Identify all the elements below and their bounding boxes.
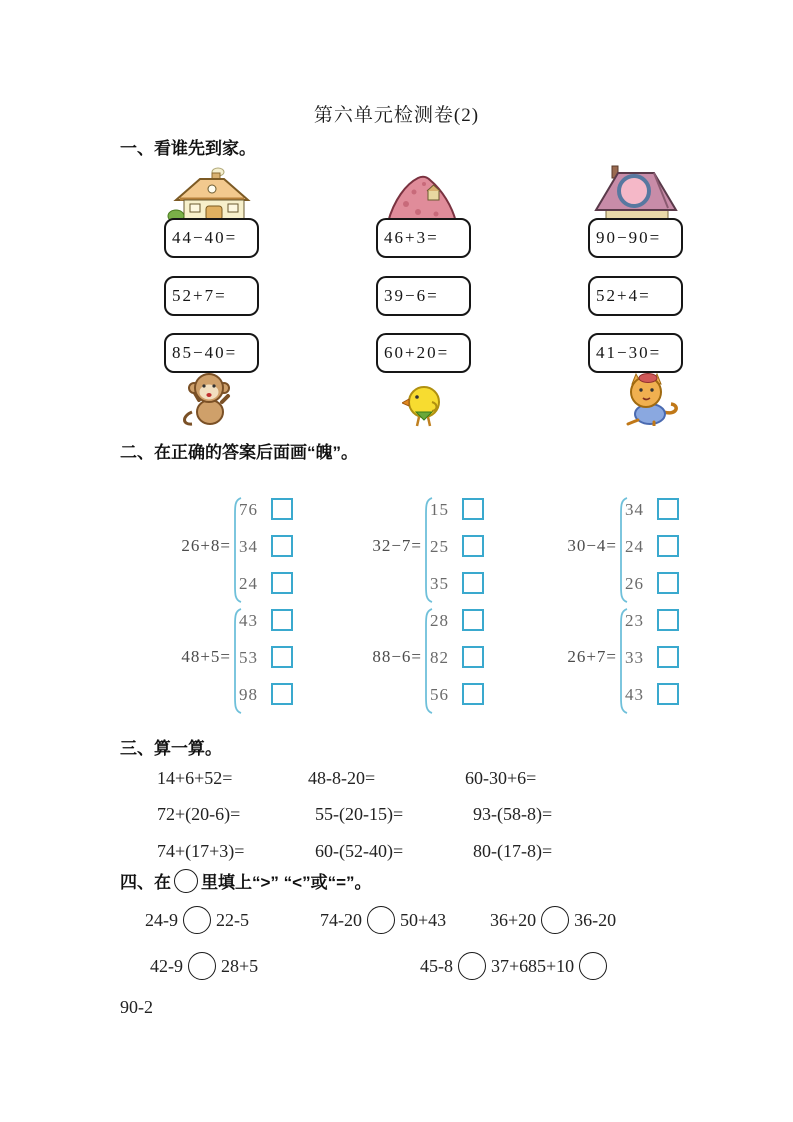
option-value: 25 — [430, 537, 449, 556]
right-expression: 28+5 — [221, 955, 259, 976]
left-expression: 24-9 — [145, 909, 178, 930]
answer-checkbox[interactable] — [271, 498, 293, 520]
option-value: 15 — [430, 500, 449, 519]
answer-checkbox[interactable] — [657, 609, 679, 631]
left-expression: 85+10 — [528, 955, 575, 976]
right-expression: 50+43 — [400, 909, 447, 930]
answer-checkbox[interactable] — [462, 535, 484, 557]
section2-heading: 二、在正确的答案后面画“魄”。 — [120, 443, 358, 462]
section4-heading — [120, 868, 372, 893]
answer-box[interactable] — [164, 333, 259, 373]
choice-group — [151, 607, 311, 715]
option-value: 82 — [430, 648, 449, 667]
answer-box[interactable] — [164, 218, 259, 258]
answer-checkbox[interactable] — [271, 609, 293, 631]
expression: 41−30= — [596, 343, 662, 362]
option-value: 76 — [239, 500, 258, 519]
option-value: 28 — [430, 611, 449, 630]
right-expression: 37+6 — [491, 955, 529, 976]
answer-box[interactable] — [164, 276, 259, 316]
expression: 26+7= — [567, 647, 617, 666]
expression: 88−6= — [372, 647, 422, 666]
option-value: 23 — [625, 611, 644, 630]
expression: 60+20= — [384, 343, 450, 362]
calc-problem: 55-(20-15)= — [315, 804, 404, 824]
left-expression: 45-8 — [420, 955, 453, 976]
compare-problem — [528, 952, 612, 980]
cat-icon — [614, 372, 680, 426]
round-window-house-icon — [592, 164, 680, 222]
answer-checkbox[interactable] — [657, 535, 679, 557]
pink-mound-house-icon — [384, 174, 460, 222]
right-expression: 36-20 — [574, 909, 617, 930]
expression: 26+8= — [181, 536, 231, 555]
answer-checkbox[interactable] — [657, 646, 679, 668]
calc-problem: 80-(17-8)= — [473, 841, 553, 861]
option-value: 24 — [239, 574, 258, 593]
calc-problem: 93-(58-8)= — [473, 804, 553, 824]
cottage-house-icon — [166, 166, 258, 222]
answer-checkbox[interactable] — [462, 572, 484, 594]
calc-problem: 60-(52-40)= — [315, 841, 404, 861]
calc-problem: 14+6+52= — [157, 768, 233, 788]
answer-checkbox[interactable] — [657, 498, 679, 520]
right-expression: 22-5 — [216, 909, 249, 930]
option-value: 56 — [430, 685, 449, 704]
section3-heading: 三、算一算。 — [120, 739, 222, 758]
choice-group — [342, 607, 502, 715]
expression: 39−6= — [384, 286, 439, 305]
option-value: 43 — [625, 685, 644, 704]
option-value: 24 — [625, 537, 644, 556]
expression: 52+7= — [172, 286, 227, 305]
answer-box[interactable] — [588, 276, 683, 316]
compare-problem — [320, 906, 446, 934]
monkey-icon — [180, 368, 236, 426]
expression: 32−7= — [372, 536, 422, 555]
compare-problem — [145, 906, 249, 934]
compare-problem — [490, 906, 616, 934]
option-value: 26 — [625, 574, 644, 593]
option-value: 34 — [625, 500, 644, 519]
calc-problem: 48-8-20= — [308, 768, 376, 788]
expression: 46+3= — [384, 228, 439, 247]
answer-checkbox[interactable] — [271, 535, 293, 557]
option-value: 53 — [239, 648, 258, 667]
choice-group — [537, 607, 697, 715]
wrapped-operand: 90-2 — [120, 997, 153, 1017]
calc-problem: 74+(17+3)= — [157, 841, 245, 861]
answer-box[interactable] — [588, 333, 683, 373]
compare-circle[interactable] — [188, 952, 216, 980]
expression: 85−40= — [172, 343, 238, 362]
chick-icon — [402, 378, 444, 428]
answer-box[interactable] — [376, 333, 471, 373]
compare-circle[interactable] — [458, 952, 486, 980]
calc-problem: 60-30+6= — [465, 768, 537, 788]
compare-circle[interactable] — [183, 906, 211, 934]
expression: 44−40= — [172, 228, 238, 247]
expression: 52+4= — [596, 286, 651, 305]
expression: 48+5= — [181, 647, 231, 666]
answer-checkbox[interactable] — [462, 646, 484, 668]
option-value: 33 — [625, 648, 644, 667]
option-value: 98 — [239, 685, 258, 704]
choice-group — [151, 496, 311, 604]
answer-box[interactable] — [588, 218, 683, 258]
heading-text: 里填上“>” “<”或“=”。 — [201, 873, 372, 892]
left-expression: 36+20 — [490, 909, 537, 930]
option-value: 34 — [239, 537, 258, 556]
compare-circle[interactable] — [579, 952, 607, 980]
page-title: 第六单元检测卷(2) — [313, 105, 480, 126]
answer-checkbox[interactable] — [271, 572, 293, 594]
choice-group — [342, 496, 502, 604]
left-expression: 42-9 — [150, 955, 183, 976]
answer-box[interactable] — [376, 276, 471, 316]
heading-text: 四、在 — [120, 873, 171, 892]
circle-placeholder-icon — [174, 869, 198, 893]
compare-problem — [420, 952, 528, 980]
answer-checkbox[interactable] — [462, 498, 484, 520]
calc-problem: 72+(20-6)= — [157, 804, 241, 824]
compare-circle[interactable] — [541, 906, 569, 934]
choice-group — [537, 496, 697, 604]
option-value: 35 — [430, 574, 449, 593]
answer-checkbox[interactable] — [271, 683, 293, 705]
answer-checkbox[interactable] — [657, 683, 679, 705]
answer-checkbox[interactable] — [271, 646, 293, 668]
answer-checkbox[interactable] — [462, 609, 484, 631]
expression: 30−4= — [567, 536, 617, 555]
answer-box[interactable] — [376, 218, 471, 258]
left-expression: 74-20 — [320, 909, 362, 930]
section1-heading: 一、看谁先到家。 — [120, 139, 256, 158]
expression: 90−90= — [596, 228, 662, 247]
compare-problem — [150, 952, 258, 980]
answer-checkbox[interactable] — [657, 572, 679, 594]
answer-checkbox[interactable] — [462, 683, 484, 705]
compare-circle[interactable] — [367, 906, 395, 934]
option-value: 43 — [239, 611, 258, 630]
